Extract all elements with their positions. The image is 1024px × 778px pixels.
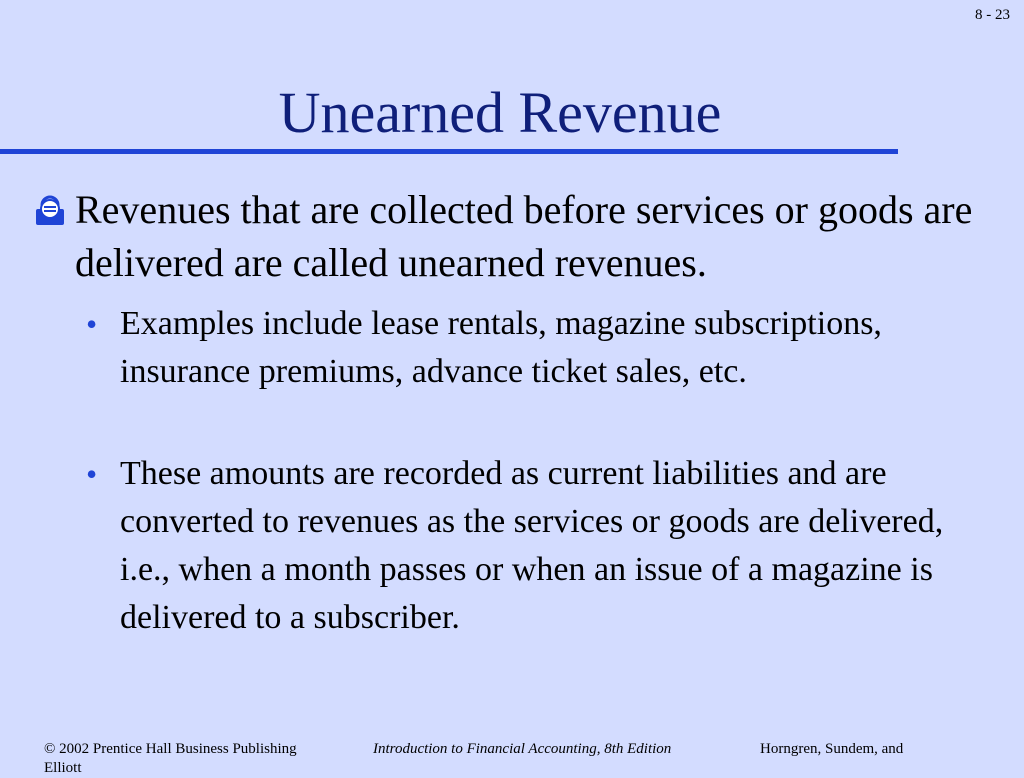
title-underline [0,149,898,154]
sub-bullet-text: These amounts are recorded as current liabilities and are converted to revenues as the services or goods are delivered, i.e., when a month passes or when an issue of a magazine is delivered to a subscriber. [120,455,944,636]
footer-authors: Horngren, Sundem, and [760,741,904,757]
footer-book-title: Introduction to Financial Accounting, 8th Edition [373,741,672,757]
footer-copyright: © 2002 Prentice Hall Business Publishing [44,741,297,757]
main-bullet-text: Revenues that are collected before services or goods are delivered are called unearned revenues. [75,187,973,285]
bullet-dot-icon: • [86,456,98,492]
padlock-icon [34,195,70,227]
bullet-dot-icon: • [86,306,98,342]
sub-bullet-text: Examples include lease rentals, magazine subscriptions, insurance premiums, advance ticket sales, etc. [120,305,882,390]
slide-title: Unearned Revenue [278,80,722,145]
footer-authors-overflow: Elliott [44,760,82,776]
slide-number: 8 - 23 [975,7,1010,23]
